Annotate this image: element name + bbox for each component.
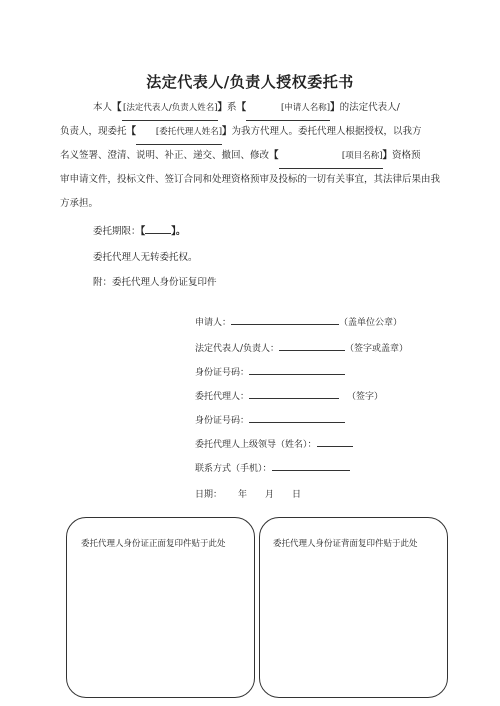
id-label-2: 身份证号码： xyxy=(195,416,250,426)
project-name-field[interactable]: [项目名称] xyxy=(279,144,383,169)
superior-line[interactable] xyxy=(317,446,353,447)
bracket-open: 【 xyxy=(126,126,137,137)
bracket-close: 】 xyxy=(222,126,232,137)
bracket-open: 【 xyxy=(236,102,247,113)
date-label: 日期： xyxy=(195,490,223,500)
id-label-1: 身份证号码： xyxy=(195,368,250,378)
agent-label: 委托代理人： xyxy=(195,392,250,402)
date-row xyxy=(195,487,301,500)
id-line-2[interactable] xyxy=(249,422,345,423)
applicant-note: （盖单位公章） xyxy=(339,318,403,328)
bracket-close: 】 xyxy=(330,102,340,113)
superior-label: 委托代理人上级领导（姓名）： xyxy=(195,440,317,450)
contact-line[interactable] xyxy=(272,470,350,471)
document-title: 法定代表人/负责人授权委托书 xyxy=(146,73,354,91)
applicant-row xyxy=(195,315,402,328)
bracket-close: 】 xyxy=(382,150,393,161)
applicant-line[interactable] xyxy=(231,324,339,325)
para1-legal-rep-suffix: 的法定代表人/ xyxy=(339,102,400,113)
bracket-open: 【 xyxy=(269,150,279,161)
para1-line3 xyxy=(60,144,421,169)
agent-note: （签字） xyxy=(347,392,384,402)
no-subdelegation-text: 委托代理人无转委托权。 xyxy=(93,252,198,263)
applicant-name-field[interactable]: [申请人名称] xyxy=(246,96,330,121)
para1-line2-start: 负责人，现委托 xyxy=(60,126,127,137)
bracket-close: 】 xyxy=(217,102,228,113)
legal-rep-name-field[interactable]: [法定代表人/负责人姓名] xyxy=(122,96,218,121)
contact-label: 联系方式（手机）： xyxy=(195,464,272,474)
para1-prefix: 本人 xyxy=(93,102,113,113)
term-bracket-open: 【 xyxy=(140,226,146,237)
agent-row xyxy=(195,389,383,402)
id-number-row-1 xyxy=(195,365,345,378)
para1-agent-suffix: 为我方代理人。委托代理人根据授权，以我方 xyxy=(231,126,422,137)
id-line-1[interactable] xyxy=(249,374,345,375)
id-number-row-2 xyxy=(195,413,345,426)
agent-name-field[interactable]: [委托代理人姓名] xyxy=(136,120,222,145)
term-bracket-close: 】。 xyxy=(171,226,186,237)
legal-rep-note: （签字或盖章） xyxy=(345,344,409,354)
legal-rep-label: 法定代表人/负责人： xyxy=(195,344,280,354)
term-line xyxy=(93,220,186,244)
id-back-copy-box[interactable] xyxy=(259,517,448,698)
para1-line1 xyxy=(93,96,400,121)
applicant-label: 申请人： xyxy=(195,318,232,328)
bracket-open: 【 xyxy=(112,102,122,113)
term-label: 委托期限： xyxy=(93,226,141,237)
superior-row xyxy=(195,437,353,450)
id-back-label: 委托代理人身份证背面复印件贴于此处 xyxy=(273,539,418,549)
agent-line[interactable] xyxy=(249,398,339,399)
term-field[interactable] xyxy=(145,233,171,234)
date-month: 月 xyxy=(265,490,275,500)
id-front-label: 委托代理人身份证正面复印件贴于此处 xyxy=(81,539,226,549)
legal-rep-row xyxy=(195,341,408,354)
legal-rep-line[interactable] xyxy=(279,350,345,351)
attachment-note: 附：委托代理人身份证复印件 xyxy=(93,277,217,288)
para1-line5: 方承担。 xyxy=(60,198,99,209)
para1-line3-end: 资格预 xyxy=(392,150,421,161)
contact-row xyxy=(195,461,350,474)
date-year: 年 xyxy=(238,490,248,500)
para1-line2 xyxy=(60,120,422,145)
para1-line3-start: 名义签署、澄清、说明、补正、递交、撤回、修改 xyxy=(60,150,270,161)
para1-is: 系 xyxy=(227,102,237,113)
para1-line4: 审申请文件，投标文件、签订合同和处理资格预审及投标的一切有关事宜，其法律后果由我 xyxy=(60,174,441,185)
id-front-copy-box[interactable] xyxy=(66,517,255,698)
date-day: 日 xyxy=(292,490,302,500)
